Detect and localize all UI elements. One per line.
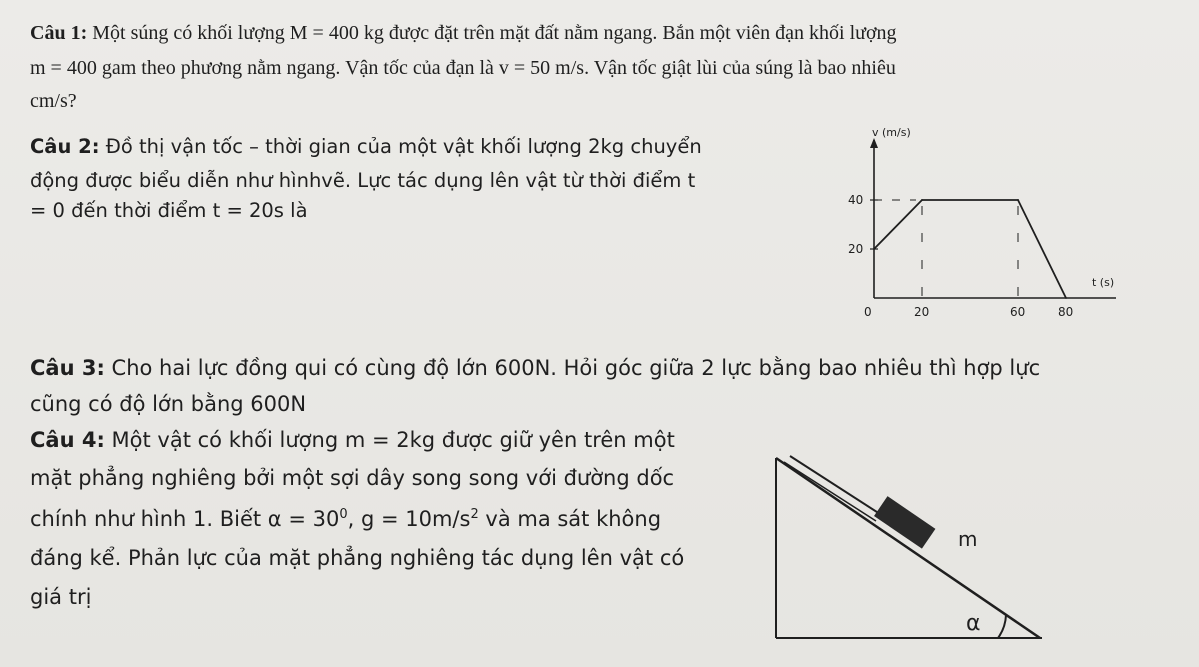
q3-line-2: cũng có độ lớn bằng 600N — [30, 392, 307, 416]
q4-text-3b: , g = 10m/s — [347, 507, 471, 531]
q4-text-3a: chính như hình 1. Biết α = 30 — [30, 507, 340, 531]
q4-line-2: mặt phẳng nghiêng bởi một sợi dây song song với đường dốc — [30, 466, 675, 490]
q3-text-1: Cho hai lực đồng qui có cùng độ lớn 600N. Hỏi góc giữa 2 lực bằng bao nhiêu thì hợp lực — [111, 356, 1041, 380]
x-tick-label: 0 — [864, 305, 872, 319]
q1-text-1: Một súng có khối lượng M = 400 kg được đặt trên mặt đất nằm ngang. Bắn một viên đạn khối lượng — [92, 22, 897, 44]
angle-arc — [998, 615, 1006, 638]
q1-line-2: m = 400 gam theo phương nằm ngang. Vận tốc của đạn là v = 50 m/s. Vận tốc giật lùi của súng là bao nhiêu — [30, 57, 896, 79]
rope — [790, 456, 880, 514]
q4-line-3 — [30, 508, 661, 531]
velocity-series-line — [874, 200, 1066, 298]
q3-line-1 — [30, 357, 1040, 380]
q1-label: Câu 1: — [30, 22, 88, 44]
mass-block — [874, 496, 935, 549]
q3-label: Câu 3: — [30, 356, 105, 380]
data-point — [873, 248, 875, 250]
y-tick-label: 20 — [848, 242, 864, 256]
q1-line-3: cm/s? — [30, 90, 77, 112]
q2-line-3: = 0 đến thời điểm t = 20s là — [30, 199, 308, 222]
q4-square-sup: 2 — [470, 507, 479, 522]
q2-line-1 — [30, 136, 702, 157]
x-tick-label: 80 — [1058, 305, 1074, 319]
y-axis-label: v (m/s) — [872, 126, 911, 139]
x-tick-label: 20 — [914, 305, 930, 319]
mass-label: m — [958, 527, 978, 551]
x-axis-label: t (s) — [1092, 276, 1115, 289]
q2-text-1: Đồ thị vận tốc – thời gian của một vật khối lượng 2kg chuyển — [105, 135, 702, 158]
x-tick-label: 60 — [1010, 305, 1026, 319]
incline-surface — [776, 458, 1040, 638]
q1-line-1 — [30, 22, 897, 44]
q4-degree-sup: 0 — [339, 507, 348, 522]
data-point — [921, 199, 923, 201]
data-point — [1017, 199, 1019, 201]
q4-line-4: đáng kể. Phản lực của mặt phẳng nghiêng tác dụng lên vật có — [30, 546, 685, 570]
q2-line-2: động được biểu diễn như hìnhvẽ. Lực tác dụng lên vật từ thời điểm t — [30, 169, 696, 192]
angle-label: α — [966, 611, 981, 636]
q4-label: Câu 4: — [30, 428, 105, 452]
q4-line-5: giá trị — [30, 585, 92, 609]
velocity-time-chart — [840, 126, 1120, 326]
inclined-plane-diagram — [770, 450, 1070, 650]
q4-text-3c: và ma sát không — [478, 507, 662, 531]
q4-line-1 — [30, 429, 675, 452]
rope-2 — [784, 462, 876, 521]
q4-text-1: Một vật có khối lượng m = 2kg được giữ yên trên một — [111, 428, 675, 452]
data-point — [1065, 297, 1067, 299]
y-axis-arrow — [870, 138, 878, 148]
q2-label: Câu 2: — [30, 135, 100, 158]
y-tick-label: 40 — [848, 193, 864, 207]
